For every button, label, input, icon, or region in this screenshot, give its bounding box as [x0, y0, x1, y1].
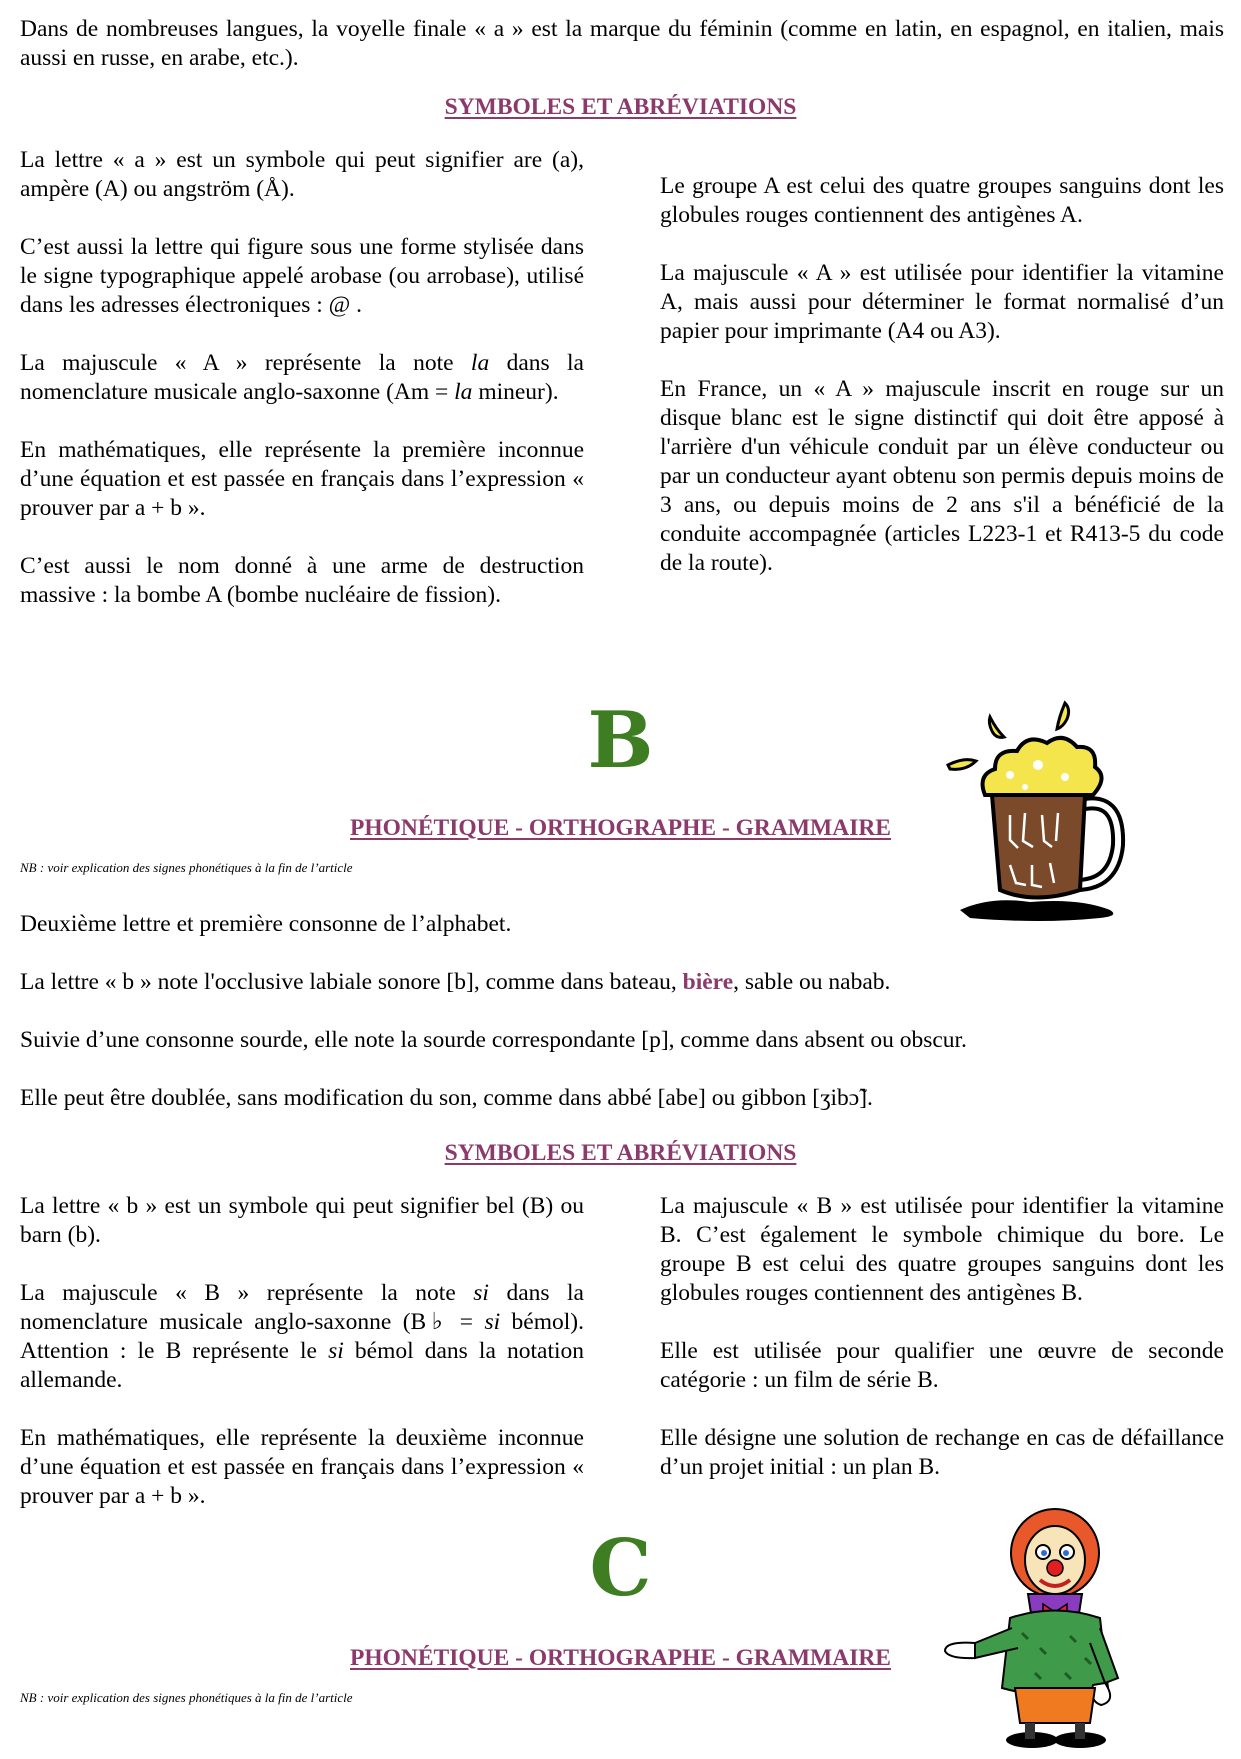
section-b-right-column: [660, 1192, 1224, 1482]
text-span: bémol dans la notation allemande.: [20, 1338, 585, 1393]
paragraph: Deuxième lettre et première consonne de l’alphabet.: [20, 911, 512, 937]
text-span: , sable ou nabab.: [733, 969, 891, 995]
italic-note: la: [470, 350, 490, 376]
highlighted-word: bière: [682, 969, 734, 995]
beer-mug-icon: [940, 695, 1130, 925]
paragraph: Elle désigne une solution de rechange en cas de défaillance d’un projet initial : un plan B.: [660, 1425, 1224, 1480]
text-span: La majuscule « B » représente la note: [20, 1280, 474, 1306]
section-b-left-column: [20, 1192, 584, 1511]
section-b-phonetics-heading: PHONÉTIQUE - ORTHOGRAPHE - GRAMMAIRE: [350, 815, 891, 841]
section-a-right-column: [660, 172, 1224, 578]
paragraph: La majuscule « A » est utilisée pour identifier la vitamine A, mais aussi pour déterminer le format normalisé d’un papier pour imprimante (A4 ou A3).: [660, 260, 1224, 344]
letter-c-title: C: [589, 1523, 652, 1614]
italic-note: si: [473, 1280, 489, 1306]
clown-svg: [940, 1508, 1140, 1754]
letter-b-title: B: [587, 695, 654, 786]
text-span: dans la nomenclature musicale anglo-saxonne (B♭ =: [20, 1280, 584, 1335]
paragraph: La lettre « a » est un symbole qui peut signifier are (a), ampère (A) ou angström (Å).: [20, 147, 584, 202]
italic-note: si: [484, 1309, 501, 1335]
paragraph: En France, un « A » majuscule inscrit en rouge sur un disque blanc est le signe distinctif qui doit être apposé à l'arrière d'un véhicule conduit par un élève conducteur ou par un conducteur ayant obtenu son permis depuis moins de 3 ans, ou depuis moins de 2 ans s'il a bénéficié de la conduite accompagnée (articles L223-1 et R413-5 du code de la route).: [660, 376, 1224, 576]
paragraph: En mathématiques, elle représente la première inconnue d’une équation et est passée en français dans l’expression « prouver par a + b ».: [20, 437, 584, 521]
intro-paragraph: [20, 15, 1224, 73]
section-b-phonetics-body: [20, 910, 1224, 1113]
section-c-nb-note: NB : voir explication des signes phonétiques à la fin de l’article: [20, 1690, 353, 1705]
clown-icon: [940, 1508, 1140, 1754]
section-a-symbols-heading: SYMBOLES ET ABRÉVIATIONS: [444, 94, 797, 120]
text-span: dans la nomenclature musicale anglo-saxonne (Am =: [20, 350, 584, 405]
paragraph: Elle peut être doublée, sans modification du son, comme dans abbé [abe] ou gibbon [ʒibɔ̃].: [20, 1085, 873, 1111]
paragraph-biere: [20, 968, 1224, 997]
text-span: mineur).: [472, 379, 559, 405]
paragraph-note-si: [20, 1279, 584, 1395]
paragraph-note-la: [20, 349, 584, 407]
beer-mug-svg: [940, 695, 1130, 925]
paragraph: Elle est utilisée pour qualifier une œuvre de seconde catégorie : un film de série B.: [660, 1338, 1224, 1393]
paragraph: Suivie d’une consonne sourde, elle note la sourde correspondante [p], comme dans absent ou obscur.: [20, 1027, 967, 1053]
intro-text: Dans de nombreuses langues, la voyelle finale « a » est la marque du féminin (comme en latin, en espagnol, en italien, mais aussi en russe, en arabe, etc.).: [20, 16, 1224, 71]
italic-note: si: [328, 1338, 344, 1364]
section-c-phonetics-heading: PHONÉTIQUE - ORTHOGRAPHE - GRAMMAIRE: [350, 1645, 891, 1671]
paragraph: Le groupe A est celui des quatre groupes sanguins dont les globules rouges contiennent des antigènes A.: [660, 173, 1224, 228]
italic-note: la: [454, 379, 473, 405]
section-b-nb-note: NB : voir explication des signes phonétiques à la fin de l’article: [20, 860, 353, 875]
text-span: La lettre « b » note l'occlusive labiale sonore [b], comme dans bateau,: [20, 969, 683, 995]
section-a-left-column: [20, 146, 584, 610]
text-span: bémol). Attention : le B représente le: [20, 1309, 584, 1364]
paragraph: En mathématiques, elle représente la deuxième inconnue d’une équation et est passée en français dans l’expression « prouver par a + b ».: [20, 1425, 584, 1509]
section-b-symbols-heading: SYMBOLES ET ABRÉVIATIONS: [444, 1140, 797, 1166]
paragraph: La lettre « b » est un symbole qui peut signifier bel (B) ou barn (b).: [20, 1193, 584, 1248]
paragraph: La majuscule « B » est utilisée pour identifier la vitamine B. C’est également le symbole chimique du bore. Le groupe B est celui des quatre groupes sanguins dont les globules rouges contiennent des antigènes B.: [660, 1193, 1224, 1306]
paragraph: C’est aussi le nom donné à une arme de destruction massive : la bombe A (bombe nucléaire de fission).: [20, 553, 584, 608]
paragraph: C’est aussi la lettre qui figure sous une forme stylisée dans le signe typographique appelé arobase (ou arrobase), utilisé dans les adresses électroniques : @ .: [20, 234, 584, 318]
text-span: La majuscule « A » représente la note: [20, 350, 471, 376]
